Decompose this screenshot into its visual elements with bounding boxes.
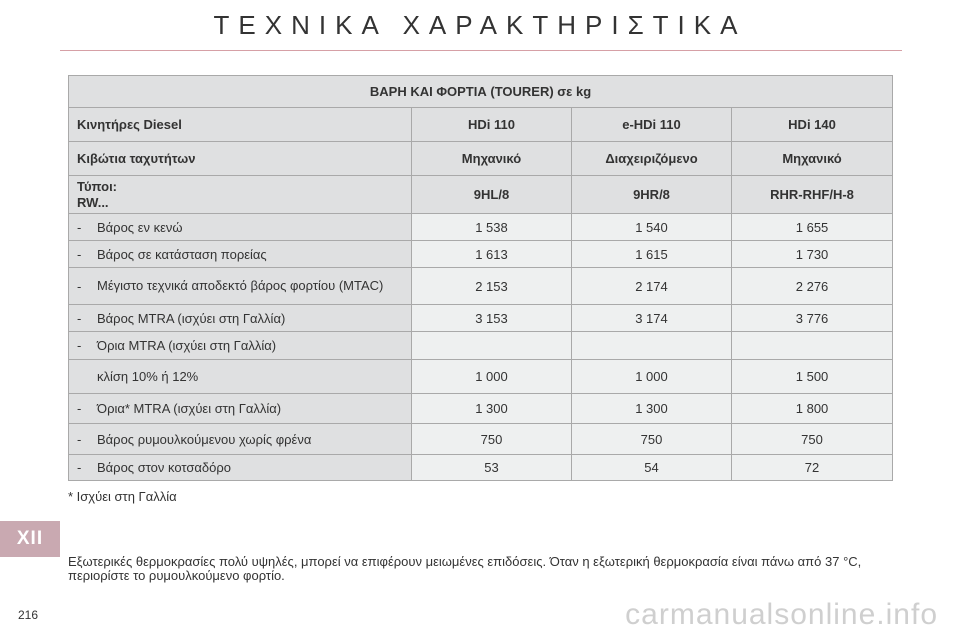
table-row xyxy=(69,360,893,394)
row-label-text: Βάρος σε κατάσταση πορείας xyxy=(97,246,267,262)
row-label xyxy=(69,214,412,241)
row-label xyxy=(69,268,412,305)
row-label xyxy=(69,424,412,455)
table-caption: ΒΑΡΗ ΚΑΙ ΦΟΡΤΙΑ (TOURER) σε kg xyxy=(69,76,893,108)
gearbox-value: Μηχανικό xyxy=(412,142,572,176)
row-label-text: Όρια* MTRA (ισχύει στη Γαλλία) xyxy=(97,401,282,416)
row-value: 72 xyxy=(732,455,893,481)
row-value: 1 730 xyxy=(732,241,893,268)
row-value xyxy=(572,332,732,360)
row-value: 1 300 xyxy=(572,394,732,424)
row-label xyxy=(69,332,412,360)
row-value: 750 xyxy=(412,424,572,455)
row-value: 2 153 xyxy=(412,268,572,305)
table-row xyxy=(69,268,893,305)
engine-value: e-HDi 110 xyxy=(572,108,732,142)
table-row xyxy=(69,332,893,360)
row-value: 750 xyxy=(732,424,893,455)
temperature-notice: Εξωτερικές θερμοκρασίες πολύ υψηλές, μπορεί να επιφέρουν μειωμένες επιδόσεις. Όταν η εξωτερική θερμοκρασία είναι πάνω από 37 °C, περιορίστε το ρυμουλκούμενο φορτίο. xyxy=(68,554,862,583)
row-dash: - xyxy=(77,338,82,353)
row-dash: - xyxy=(77,219,82,235)
row-value: 54 xyxy=(572,455,732,481)
page-number: 216 xyxy=(18,608,39,622)
row-value: 2 174 xyxy=(572,268,732,305)
row-value: 1 000 xyxy=(412,360,572,394)
gearboxes-label: Κιβώτια ταχυτήτων xyxy=(69,142,412,176)
row-value: 2 276 xyxy=(732,268,893,305)
type-value: 9HR/8 xyxy=(572,176,732,214)
types-label-line1: Τύποι: xyxy=(77,178,118,194)
row-value: 1 613 xyxy=(412,241,572,268)
row-value xyxy=(412,332,572,360)
table-row xyxy=(69,394,893,424)
row-label-text: Βάρος MTRA (ισχύει στη Γαλλία) xyxy=(97,310,286,326)
engine-value: HDi 110 xyxy=(412,108,572,142)
table-row xyxy=(69,455,893,481)
weights-table xyxy=(68,75,893,481)
chapter-badge: XII xyxy=(0,521,60,557)
row-label xyxy=(69,394,412,424)
row-value: 1 000 xyxy=(572,360,732,394)
type-value: RHR-RHF/H-8 xyxy=(732,176,893,214)
row-label xyxy=(69,305,412,332)
row-label-text: Μέγιστο τεχνικά αποδεκτό βάρος φορτίου (MTAC) xyxy=(97,277,384,293)
row-label-text: Βάρος εν κενώ xyxy=(97,219,183,235)
weights-body xyxy=(69,214,893,481)
row-label-text: κλίση 10% ή 12% xyxy=(97,369,199,384)
types-label-line2: RW... xyxy=(77,194,109,210)
table-row xyxy=(69,305,893,332)
row-value: 3 174 xyxy=(572,305,732,332)
types-row xyxy=(69,176,893,214)
type-value: 9HL/8 xyxy=(412,176,572,214)
table-row xyxy=(69,241,893,268)
table-caption-row xyxy=(69,76,893,108)
table-row xyxy=(69,424,893,455)
row-value: 1 538 xyxy=(412,214,572,241)
row-dash: - xyxy=(77,401,82,416)
engines-row xyxy=(69,108,893,142)
row-label xyxy=(69,360,412,394)
row-label-text: Βάρος ρυμουλκούμενου χωρίς φρένα xyxy=(97,431,312,447)
row-value: 1 300 xyxy=(412,394,572,424)
row-dash: - xyxy=(77,310,82,326)
watermark: carmanualsonline.info xyxy=(625,598,938,631)
row-value: 1 540 xyxy=(572,214,732,241)
page-title: ΤΕΧΝΙΚΑ ΧΑΡΑΚΤΗΡΙΣΤΙΚΑ xyxy=(213,10,747,40)
row-dash: - xyxy=(77,431,82,447)
gearbox-value: Μηχανικό xyxy=(732,142,893,176)
engines-label: Κινητήρες Diesel xyxy=(69,108,412,142)
row-value xyxy=(732,332,893,360)
gearbox-value: Διαχειριζόμενο xyxy=(572,142,732,176)
row-label xyxy=(69,455,412,481)
row-label-text: Βάρος στον κοτσαδόρο xyxy=(97,460,231,475)
row-dash: - xyxy=(77,246,82,262)
row-value: 1 615 xyxy=(572,241,732,268)
types-label xyxy=(69,176,412,214)
row-value: 1 655 xyxy=(732,214,893,241)
gearboxes-row xyxy=(69,142,893,176)
row-value: 1 500 xyxy=(732,360,893,394)
row-dash: - xyxy=(77,460,82,475)
row-value: 3 153 xyxy=(412,305,572,332)
title-divider xyxy=(60,50,902,51)
table-row xyxy=(69,214,893,241)
row-label xyxy=(69,241,412,268)
row-value: 1 800 xyxy=(732,394,893,424)
row-value: 750 xyxy=(572,424,732,455)
row-dash: - xyxy=(77,278,82,294)
row-value: 53 xyxy=(412,455,572,481)
footnote: * Ισχύει στη Γαλλία xyxy=(68,489,177,504)
engine-value: HDi 140 xyxy=(732,108,893,142)
row-value: 3 776 xyxy=(732,305,893,332)
row-label-text: Όρια MTRA (ισχύει στη Γαλλία) xyxy=(97,338,277,353)
